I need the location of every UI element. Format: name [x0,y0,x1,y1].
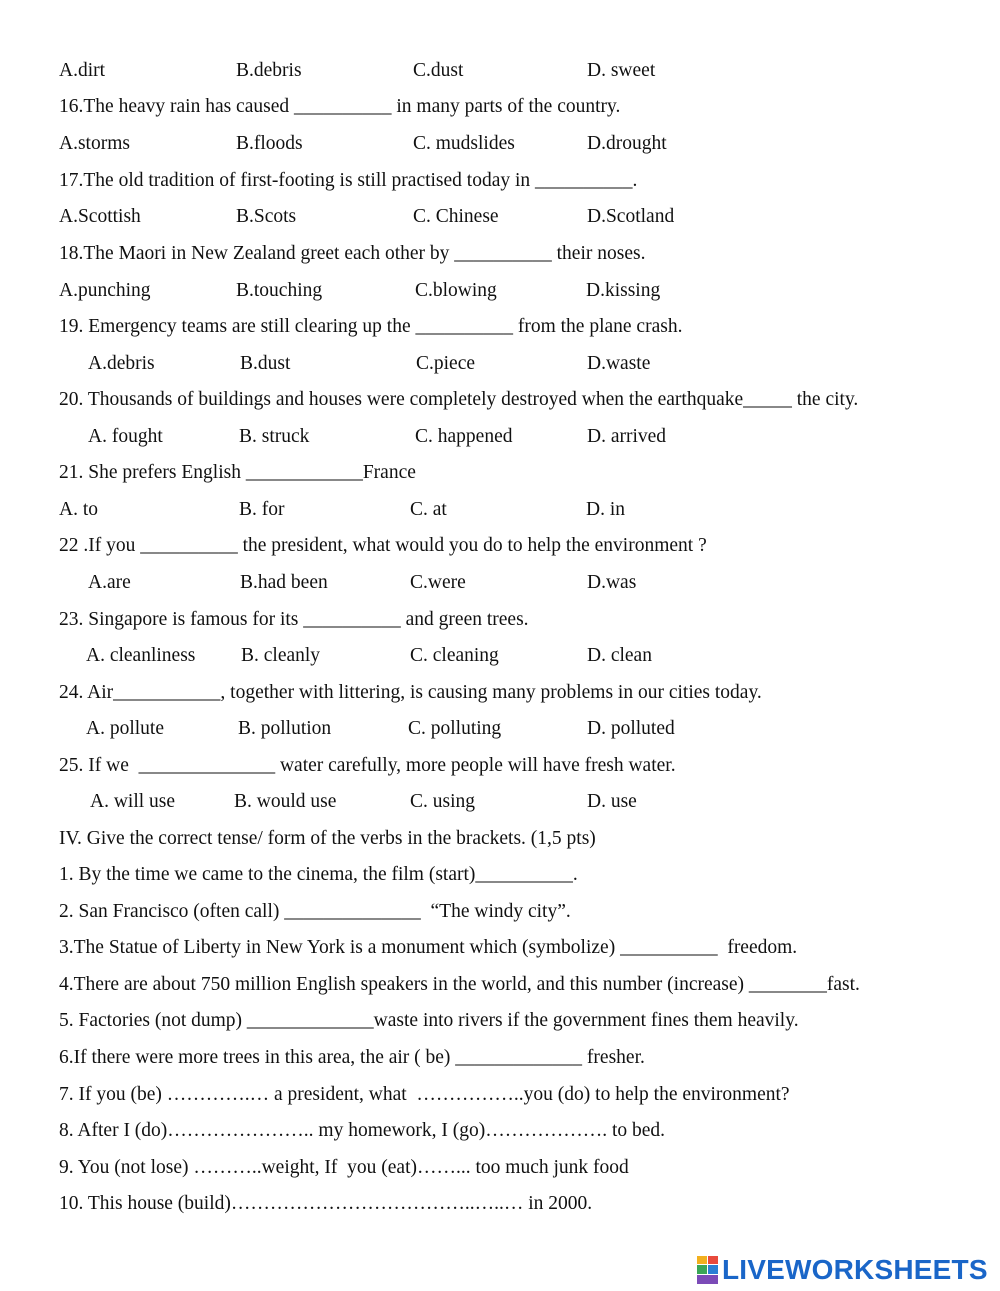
answer-option[interactable]: B.had been [240,572,328,593]
answer-option[interactable]: A. cleanliness [86,645,196,666]
answer-option[interactable]: C. happened [415,426,513,447]
liveworksheets-blocks-icon [697,1256,719,1284]
answer-option[interactable]: A. fought [88,426,163,447]
answer-option[interactable]: C. mudslides [413,133,515,154]
answer-option[interactable]: A. will use [90,791,176,812]
worksheet-line: 18.The Maori in New Zealand greet each other by __________ their noses. [59,243,646,264]
answer-option[interactable]: A. pollute [86,718,164,739]
answer-option[interactable]: D. use [587,791,637,812]
answer-option[interactable]: B.floods [236,133,303,154]
answer-option[interactable]: C. cleaning [410,645,499,666]
worksheet-line: 3.The Statue of Liberty in New York is a monument which (symbolize) __________ freedom. [59,937,798,958]
answer-option[interactable]: D. clean [587,645,652,666]
answer-option[interactable]: B. struck [239,426,310,447]
answer-option[interactable]: C.blowing [415,280,497,301]
answer-option[interactable]: A.storms [59,133,130,154]
answer-option[interactable]: C. Chinese [413,206,499,227]
answer-option[interactable]: A.Scottish [59,206,141,227]
answer-option[interactable]: D.waste [587,353,651,374]
worksheet-line: 8. After I (do)………………….. my homework, I (go)………………. to bed. [59,1120,666,1141]
answer-option[interactable]: B.dust [240,353,291,374]
answer-option[interactable]: B. would use [234,791,337,812]
answer-option[interactable]: B. for [239,499,285,520]
worksheet-line: 2. San Francisco (often call) ______________ “The windy city”. [59,901,571,922]
answer-option[interactable]: D. in [586,499,625,520]
liveworksheets-wordmark: LIVEWORKSHEETS [722,1254,988,1285]
answer-option[interactable]: C. polluting [408,718,502,739]
worksheet-line: 4.There are about 750 million English speakers in the world, and this number (increase) ________fast. [59,974,860,995]
answer-option[interactable]: D. sweet [587,60,656,81]
worksheet-line: 10. This house (build)………………………………..…..… in 2000. [59,1193,593,1214]
worksheet-line: 6.If there were more trees in this area, the air ( be) _____________ fresher. [59,1047,645,1068]
answer-option[interactable]: B.Scots [236,206,297,227]
answer-option[interactable]: C. using [410,791,476,812]
answer-option[interactable]: B. pollution [238,718,332,739]
answer-option[interactable]: B.touching [236,280,323,301]
worksheet-line: 19. Emergency teams are still clearing up the __________ from the plane crash. [59,316,683,337]
answer-option[interactable]: B.debris [236,60,302,81]
liveworksheets-logo [697,1254,988,1286]
worksheet-line: 9. You (not lose) ………..weight, If you (eat)……... too much junk food [59,1157,629,1178]
worksheet-line: 24. Air___________, together with littering, is causing many problems in our cities today. [59,682,762,703]
answer-option[interactable]: C.piece [416,353,476,374]
answer-option[interactable]: D.was [587,572,637,593]
worksheet-line: 17.The old tradition of first-footing is still practised today in __________. [59,170,638,191]
answer-option[interactable]: D.Scotland [587,206,675,227]
worksheet-line: IV. Give the correct tense/ form of the verbs in the brackets. (1,5 pts) [59,828,596,849]
answer-option[interactable]: A.are [88,572,131,593]
answer-option[interactable]: D.kissing [586,280,661,301]
worksheet-line: 25. If we ______________ water carefully, more people will have fresh water. [59,755,676,776]
answer-option[interactable]: D.drought [587,133,667,154]
answer-option[interactable]: A.dirt [59,60,106,81]
worksheet-line: 20. Thousands of buildings and houses were completely destroyed when the earthquake_____ the city. [59,389,859,410]
worksheet-line: 5. Factories (not dump) _____________waste into rivers if the government fines them heavily. [59,1010,799,1031]
worksheet-line: 7. If you (be) ………….… a president, what ……………..you (do) to help the environment? [59,1084,790,1105]
answer-option[interactable]: C. at [410,499,447,520]
answer-option[interactable]: A.punching [59,280,151,301]
answer-option[interactable]: C.were [410,572,466,593]
answer-option[interactable]: A. to [59,499,98,520]
worksheet-line: 1. By the time we came to the cinema, the film (start)__________. [59,864,578,885]
answer-option[interactable]: D. arrived [587,426,667,447]
worksheet-line: 16.The heavy rain has caused __________ in many parts of the country. [59,96,621,117]
answer-option[interactable]: A.debris [88,353,155,374]
worksheet-line: 23. Singapore is famous for its __________ and green trees. [59,609,529,630]
answer-option[interactable]: D. polluted [587,718,675,739]
worksheet-line: 21. She prefers English ____________France [59,462,416,483]
worksheet-line: 22 .If you __________ the president, what would you do to help the environment ? [59,535,707,556]
answer-option[interactable]: C.dust [413,60,464,81]
answer-option[interactable]: B. cleanly [241,645,321,666]
